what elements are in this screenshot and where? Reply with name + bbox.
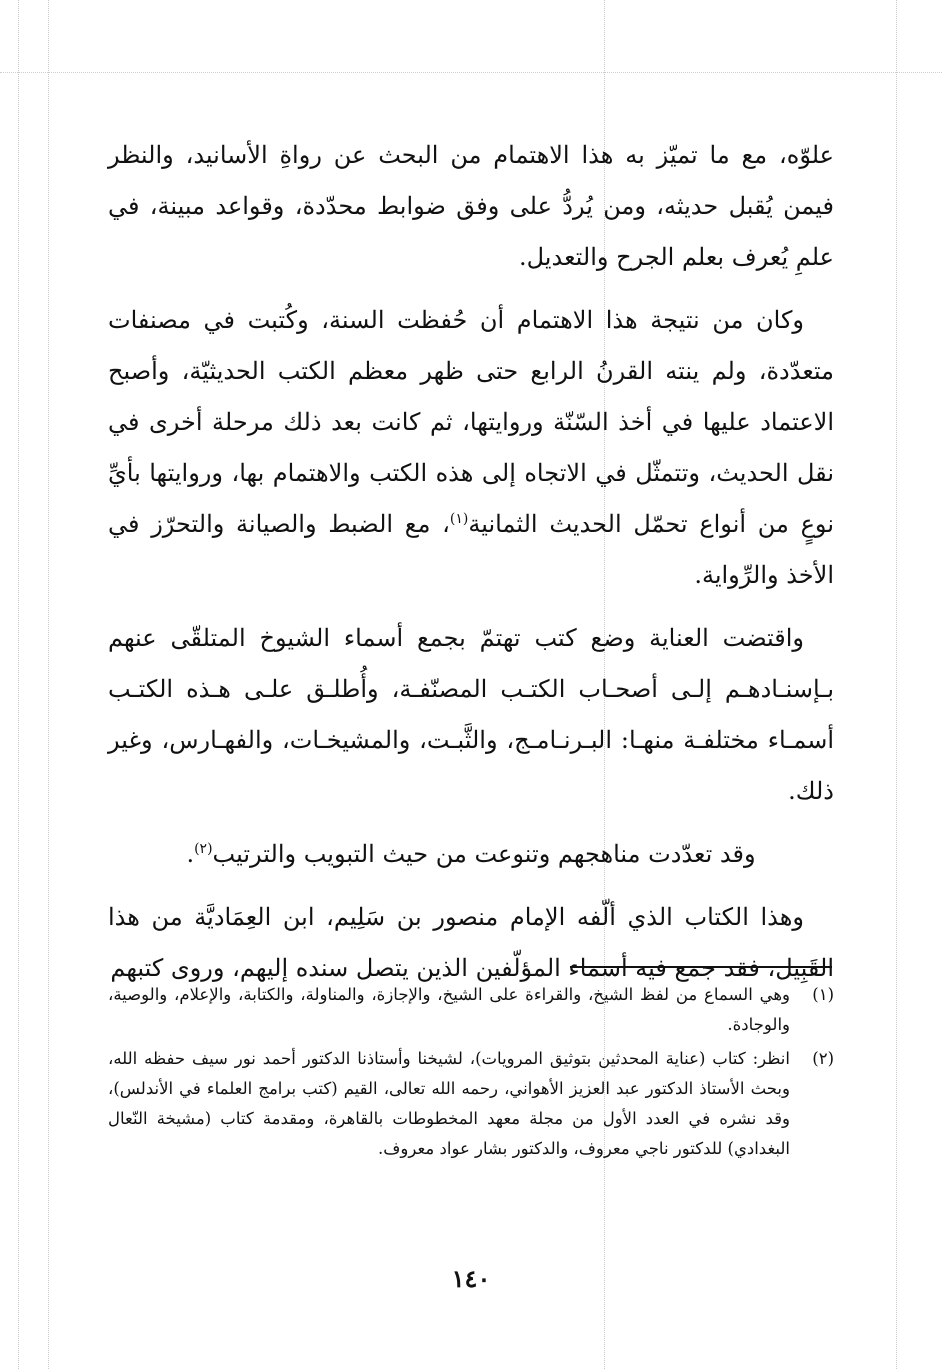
paragraph: وقد تعدّدت مناهجهم وتنوعت من حيث التبويب والترتيب$^{(٢)}$. [186,840,756,868]
scan-guide-line [0,72,942,73]
footnote-number: (١) [812,985,834,1004]
footnotes [108,980,834,1168]
scan-guide-line [48,0,49,1369]
paragraph: وكان من نتيجة هذا الاهتمام أن حُفظت السنة، وكُتبت في مصنفات متعدّدة، ولم ينته القرنُ الرابع حتى ظهر معظم الكتب الحديثيّة، وأصبح الاعتماد عليها في أخذ السّنّة وروايتها، ثم كانت بعد ذلك مرحلة أخرى في نقل الحديث، وتتمثّل في الاتجاه إلى هذه الكتب والاهتمام بها، وروايتها بأيِّ نوعٍ من أنواع تحمّل الحديث الثمانية$^{(١)}$، مع الضبط والصيانة والتحرّز في الأخذ والرِّواية. [108,306,835,589]
paragraph: علوّه، مع ما تميّز به هذا الاهتمام من البحث عن رواةِ الأسانيد، والنظر فيمن يُقبل حديثه، ومن يُردُّ على وفق ضوابط محدّدة، وقواعد مبينة، في علمِ يُعرف بعلم الجرح والتعديل. [108,141,834,271]
paragraph: واقتضت العناية وضع كتب تهتمّ بجمع أسماء الشيوخ المتلقّى عنهم بـإسنـادهـم إلـى أصحـاب الكتـب المصنّفـة، وأُطلـق علـى هـذه الكتـب أسمـاء مختلفـة منهـا: البـرنـامـج، والثَّبـت، والمشيخـات، والفهـارس، وغير ذلك. [108,624,834,805]
main-text [108,130,834,1006]
footnote-text: وهي السماع من لفظ الشيخ، والقراءة على الشيخ، والإجازة، والمناولة، والكتابة، والإعلام، والوصية، والوجادة. [108,985,790,1034]
page-number: ١٤٠ [451,1264,491,1293]
footnote-separator [570,966,832,968]
footnote [108,1044,834,1164]
paragraph: وهذا الكتاب الذي ألّفه الإمام منصور بن سَلِيم، ابن العِمَاديَّة من هذا القَبِيل، فقد جمع فيه أسماء المؤلّفين الذين يتصل سنده إليهم، وروى كتبهم [108,903,834,982]
footnote-text: انظر: كتاب (عناية المحدثين بتوثيق المرويات)، لشيخنا وأستاذنا الدكتور أحمد نور سيف حفظه الله، وبحث الأستاذ الدكتور عبد العزيز الأهواني، رحمه الله تعالى، القيم (كتب برامج العلماء في الأندلس)، وقد نشره في العدد الأول من مجلة معهد المخطوطات بالقاهرة، ومقدمة كتاب (مشيخة النّعال البغدادي) للدكتور ناجي معروف، والدكتور بشار عواد معروف. [108,1049,790,1158]
footnote-number: (٢) [812,1049,834,1068]
footnote-ref: (٢) [194,841,213,857]
scan-guide-line [18,0,19,1369]
footnote-ref: (١) [449,511,469,527]
footnote [108,980,834,1040]
scan-guide-line [896,0,897,1369]
